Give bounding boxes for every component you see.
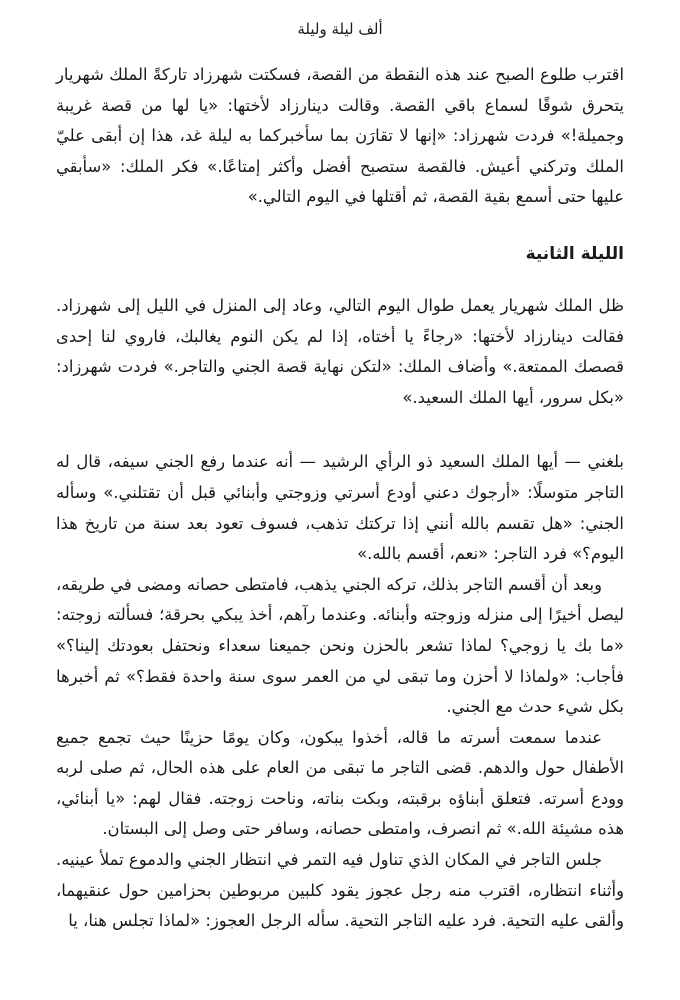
body-text [56,60,624,937]
paragraph: ظل الملك شهريار يعمل طوال اليوم التالي، وعاد إلى المنزل في الليل إلى شهرزاد. فقالت دينارزاد لأختها: «رجاءً يا أختاه، إذا لم يكن النوم يغالبك، فاروي لنا إحدى قصصك الممتعة.» وأضاف الملك: «لتكن نهاية قصة الجني والتاجر.» فردت شهرزاد: «بكل سرور، أيها الملك السعيد.» [56,295,624,407]
spacer [56,213,624,239]
chapter-heading: الليلة الثانية [525,243,624,264]
paragraph: اقترب طلوع الصبح عند هذه النقطة من القصة، فسكتت شهرزاد تاركةً الملك شهريار يتحرق شوقًا لسماع باقي القصة. وقالت دينارزاد لأختها: «يا لها من قصة غريبة وجميلة!» فردت شهرزاد: «إنها لا تقارَن بما سأخبركما به ليلة غد، هذا إن أبقى عليّ الملك وتركني أعيش. فالقصة ستصبح أفضل وأكثر إمتاعًا.» فكر الملك: «سأبقي عليها حتى أسمع بقية القصة، ثم أقتلها في اليوم التالي.» [56,65,624,207]
spacer [56,413,624,447]
spacer [56,269,624,291]
paragraph: بلغني — أيها الملك السعيد ذو الرأي الرشيد — أنه عندما رفع الجني سيفه، قال له التاجر متوسلًا: «أرجوك دعني أودع أسرتي وزوجتي وأبنائي قبل أن تقتلني.» وسأله الجني: «هل تقسم بالله أنني إذا تركتك تذهب، فسوف تعود بعد سنة من تاريخ هذا اليوم؟» فرد التاجر: «نعم، أقسم بالله.» [56,452,624,564]
running-title: ألف ليلة وليلة [297,20,383,38]
paragraph: جلس التاجر في المكان الذي تناول فيه التمر في انتظار الجني والدموع تملأ عينيه. وأثناء انتظاره، اقترب منه رجل عجوز يقود كلبين مربوطين بحزامين حول عنقيهما، وألقى عليه التحية. فرد عليه التاجر التحية. سأله الرجل العجوز: «لماذا تجلس هنا، يا [56,850,624,931]
paragraph: عندما سمعت أسرته ما قاله، أخذوا يبكون، وكان يومًا حزينًا حيث تجمع جميع الأطفال حول والدهم. قضى التاجر ما تبقى من العام على هذه الحال، ثم صلى لربه وودع أسرته. فتعلق أبناؤه برقبته، وبكت بناته، وناحت زوجته. فقال لهم: «يا أبنائي، هذه مشيئة الله.» ثم انصرف، وامتطى حصانه، وسافر حتى وصل إلى البستان. [56,727,624,839]
paragraph: وبعد أن أقسم التاجر بذلك، تركه الجني يذهب، فامتطى حصانه ومضى في طريقه، ليصل أخيرًا إلى منزله وزوجته وأبنائه. وعندما رآهم، أخذ يبكي بحرقة؛ فسألته زوجته: «ما بك يا زوجي؟ لماذا تشعر بالحزن ونحن جميعنا سعداء ونحتفل بعودتك إلينا؟» فأجاب: «ولماذا لا أحزن وما تبقى لي من العمر سوى سنة واحدة فقط؟» ثم أخبرها بكل شيء حدث مع الجني. [56,574,624,717]
